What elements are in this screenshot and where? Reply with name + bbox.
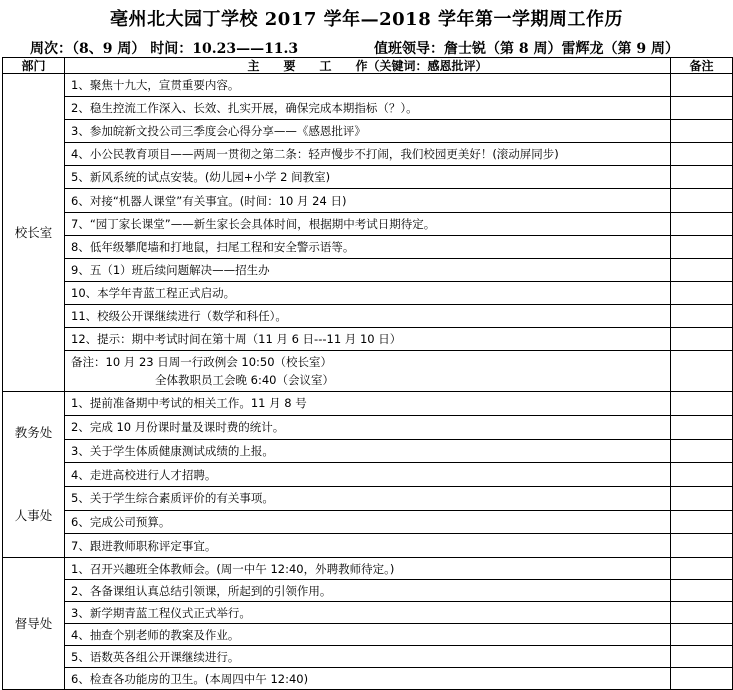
- table-row: [3, 510, 733, 534]
- table-row: [3, 166, 733, 189]
- table-header-row: [3, 58, 733, 74]
- note-cell: [671, 439, 733, 463]
- work-item: 6、完成公司预算。: [65, 510, 671, 534]
- note-cell: [671, 258, 733, 281]
- work-item-remark: [65, 351, 671, 392]
- dept-column-header: 部门: [3, 58, 65, 74]
- table-row: [3, 189, 733, 212]
- table-row: [3, 328, 733, 351]
- table-row: [3, 97, 733, 120]
- table-row: [3, 120, 733, 143]
- table-row: [3, 439, 733, 463]
- work-item: 4、小公民教育项目——两周一贯彻之第二条：轻声慢步不打闹，我们校园更美好！(滚动屏同步): [65, 143, 671, 166]
- note-cell: [671, 646, 733, 668]
- work-item: 5、新风系统的试点安装。(幼儿园+小学 2 间教室): [65, 166, 671, 189]
- note-cell: [671, 580, 733, 602]
- note-cell: [671, 534, 733, 558]
- work-item: 2、稳生控流工作深入、长效、扎实开展，确保完成本期指标（？）。: [65, 97, 671, 120]
- remark-line: 备注：10 月 23 日周一行政例会 10:50（校长室）: [71, 355, 333, 370]
- note-cell: [671, 463, 733, 487]
- work-item: 3、新学期青蓝工程仪式正式举行。: [65, 602, 671, 624]
- work-item: 4、抽查个别老师的教案及作业。: [65, 624, 671, 646]
- work-item: 1、聚焦十九大，宣贯重要内容。: [65, 74, 671, 97]
- work-item: 3、关于学生体质健康测试成绩的上报。: [65, 439, 671, 463]
- work-item: 1、提前准备期中考试的相关工作。11 月 8 号: [65, 392, 671, 416]
- work-item: 7、“园丁家长课堂”——新生家长会具体时间，根据期中考试日期待定。: [65, 212, 671, 235]
- note-cell: [671, 143, 733, 166]
- table-row: [3, 624, 733, 646]
- work-item: 10、本学年青蓝工程正式启动。: [65, 281, 671, 304]
- page-title: 亳州北大园丁学校 2017 学年—2018 学年第一学期周工作历: [110, 9, 623, 30]
- note-cell: [671, 120, 733, 143]
- table-row: [3, 602, 733, 624]
- table-row: [3, 558, 733, 580]
- work-item: 1、召开兴趣班全体教师会。(周一中午 12:40，外聘教师待定。): [65, 558, 671, 580]
- note-cell: [671, 304, 733, 327]
- table-row: [3, 235, 733, 258]
- table-row: [3, 580, 733, 602]
- note-cell: [671, 212, 733, 235]
- work-item: 7、跟进教师职称评定事宜。: [65, 534, 671, 558]
- note-cell: [671, 624, 733, 646]
- note-column-header: 备注: [671, 58, 733, 74]
- note-cell: [671, 74, 733, 97]
- note-cell: [671, 392, 733, 416]
- work-item: 3、参加皖新文投公司三季度会心得分享——《感恩批评》: [65, 120, 671, 143]
- note-cell: [671, 510, 733, 534]
- table-row: [3, 281, 733, 304]
- remark-line: 全体教职员工会晚 6:40（会议室）: [155, 373, 334, 388]
- dept-supervision: 督导处: [3, 558, 65, 690]
- table-row: [3, 351, 733, 392]
- table-row: [3, 392, 733, 416]
- dept-academic-hr: [3, 392, 65, 558]
- table-row: [3, 668, 733, 690]
- note-cell: [671, 602, 733, 624]
- table-row: [3, 463, 733, 487]
- note-cell: [671, 189, 733, 212]
- note-cell: [671, 281, 733, 304]
- week-and-date: 周次：（8、9 周） 时间：10.23——11.3: [30, 41, 299, 57]
- dept-principal: 校长室: [3, 74, 65, 392]
- table-row: [3, 212, 733, 235]
- note-cell: [671, 486, 733, 510]
- dept-hr: 人事处: [14, 507, 53, 523]
- work-item: 8、低年级攀爬墙和打地鼠，扫尾工程和安全警示语等。: [65, 235, 671, 258]
- note-cell: [671, 558, 733, 580]
- work-item: 12、提示：期中考试时间在第十周（11 月 6 日---11 月 10 日）: [65, 328, 671, 351]
- work-item: 2、完成 10 月份课时量及课时费的统计。: [65, 415, 671, 439]
- work-item: 11、校级公开课继续进行（数学和科任）。: [65, 304, 671, 327]
- work-item: 6、检查各功能房的卫生。(本周四中午 12:40): [65, 668, 671, 690]
- work-item: 2、各备课组认真总结引领课，所起到的引领作用。: [65, 580, 671, 602]
- weekly-schedule-table: [2, 57, 733, 690]
- duty-leaders: 值班领导：詹士锐（第 8 周）雷辉龙（第 9 周）: [374, 41, 679, 57]
- work-item: 5、关于学生综合素质评价的有关事项。: [65, 486, 671, 510]
- dept-academic: 教务处: [14, 425, 53, 441]
- table-row: [3, 646, 733, 668]
- table-row: [3, 534, 733, 558]
- table-row: [3, 415, 733, 439]
- work-item: 9、五（1）班后续问题解决——招生办: [65, 258, 671, 281]
- note-cell: [671, 668, 733, 690]
- work-item: 5、语数英各组公开课继续进行。: [65, 646, 671, 668]
- note-cell: [671, 97, 733, 120]
- table-row: [3, 143, 733, 166]
- work-item: 4、走进高校进行人才招聘。: [65, 463, 671, 487]
- note-cell: [671, 166, 733, 189]
- table-row: [3, 304, 733, 327]
- note-cell: [671, 328, 733, 351]
- table-row: [3, 74, 733, 97]
- work-item: 6、对接“机器人课堂”有关事宜。(时间：10 月 24 日): [65, 189, 671, 212]
- table-row: [3, 486, 733, 510]
- note-cell: [671, 415, 733, 439]
- table-row: [3, 258, 733, 281]
- work-column-header: 主 要 工 作（关键词：感恩批评）: [65, 58, 671, 74]
- note-cell: [671, 351, 733, 392]
- note-cell: [671, 235, 733, 258]
